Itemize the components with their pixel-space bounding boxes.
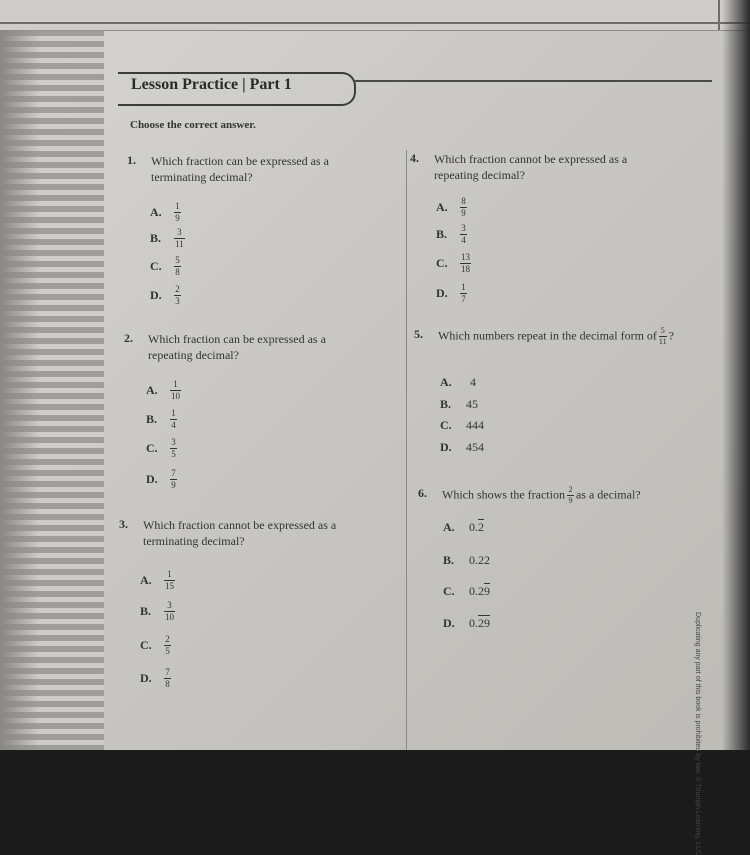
fraction xyxy=(460,197,467,218)
choice-letter: D. xyxy=(140,671,152,685)
choice-letter: B. xyxy=(436,227,448,241)
denominator: 8 xyxy=(175,267,180,277)
choice-letter: D. xyxy=(150,288,162,302)
q2-choice-b[interactable] xyxy=(146,409,177,430)
fraction xyxy=(659,327,667,346)
q5-choice-a[interactable] xyxy=(440,375,476,390)
denominator: 5 xyxy=(171,449,176,459)
decimal-prefix: 0. xyxy=(469,520,478,534)
question-text-part: as a decimal? xyxy=(575,487,641,502)
fraction xyxy=(174,256,181,277)
numerator: 3 xyxy=(177,227,182,237)
choice-letter: B. xyxy=(146,412,158,426)
numerator: 7 xyxy=(165,667,170,677)
numerator: 2 xyxy=(175,284,180,294)
question-number: 1. xyxy=(127,153,136,167)
choice-letter: B. xyxy=(443,553,455,567)
question-text xyxy=(442,486,722,505)
choice-letter: A. xyxy=(436,200,448,214)
denominator: 4 xyxy=(461,235,466,245)
question-number: 2. xyxy=(124,331,133,345)
numerator: 3 xyxy=(171,437,176,447)
q2-choice-a[interactable] xyxy=(146,380,181,401)
denominator: 10 xyxy=(165,612,174,622)
fraction xyxy=(174,202,181,223)
choice-value xyxy=(469,616,490,631)
question-number: 6. xyxy=(418,486,427,500)
choice-letter: D. xyxy=(440,440,452,454)
choice-value: 4 xyxy=(470,375,476,389)
fraction xyxy=(164,570,175,591)
choice-letter: B. xyxy=(150,231,162,245)
fraction xyxy=(460,253,471,274)
numerator: 7 xyxy=(171,468,176,478)
numerator: 1 xyxy=(167,569,172,579)
choice-letter: D. xyxy=(436,286,448,300)
numerator: 3 xyxy=(167,600,172,610)
question-text-part: ? xyxy=(668,328,674,343)
choice-value: 454 xyxy=(466,440,484,454)
q5-choice-c[interactable] xyxy=(440,418,484,433)
denominator: 4 xyxy=(171,420,176,430)
denominator: 11 xyxy=(658,337,667,346)
numerator: 1 xyxy=(171,408,176,418)
choice-letter: A. xyxy=(146,383,158,397)
denominator: 18 xyxy=(461,264,470,274)
question-text: Which fraction cannot be expressed as a terminating decimal? xyxy=(143,518,337,548)
question-number: 5. xyxy=(414,327,423,341)
question-text-part: Which shows the fraction xyxy=(442,487,565,502)
fraction xyxy=(567,486,574,505)
denominator: 5 xyxy=(165,646,170,656)
fraction xyxy=(164,635,171,656)
fraction xyxy=(174,228,185,249)
numerator: 5 xyxy=(660,326,665,335)
denominator: 9 xyxy=(171,480,176,490)
denominator: 11 xyxy=(175,239,184,249)
decimal-digits: 2 xyxy=(478,584,484,598)
fraction xyxy=(170,380,181,401)
denominator: 15 xyxy=(165,581,174,591)
fraction xyxy=(170,438,177,459)
instructions: Choose the correct answer. xyxy=(130,119,256,131)
repeating-digits: 29 xyxy=(478,616,490,630)
fraction xyxy=(164,668,171,689)
q3-choice-b[interactable] xyxy=(140,601,175,622)
question-text-part: Which numbers repeat in the decimal form of xyxy=(438,328,657,343)
choice-value xyxy=(469,553,490,568)
q1-choice-b[interactable] xyxy=(150,228,185,249)
denominator: 8 xyxy=(165,679,170,689)
q4-choice-a[interactable] xyxy=(436,197,467,218)
fraction xyxy=(174,285,181,306)
q6-choice-d[interactable] xyxy=(443,616,490,631)
q5-choice-d[interactable] xyxy=(440,440,484,455)
q2-choice-c[interactable] xyxy=(146,438,177,459)
denominator: 7 xyxy=(461,294,466,304)
question-number: 3. xyxy=(119,517,128,531)
lesson-title: Lesson Practice | Part 1 xyxy=(131,76,292,93)
q6-choice-c[interactable] xyxy=(443,584,490,599)
choice-letter: C. xyxy=(150,259,162,273)
q3-choice-c[interactable] xyxy=(140,635,171,656)
choice-letter: B. xyxy=(140,604,152,618)
right-shadow xyxy=(722,0,750,750)
q6-choice-a[interactable] xyxy=(443,520,484,535)
q6-choice-b[interactable] xyxy=(443,553,490,568)
choice-letter: A. xyxy=(443,520,455,534)
choice-value: 45 xyxy=(466,397,478,411)
question-text: Which fraction can be expressed as a repeating decimal? xyxy=(148,332,326,362)
choice-letter: D. xyxy=(146,472,158,486)
choice-value xyxy=(469,584,490,599)
question-number: 4. xyxy=(410,151,419,165)
copyright-notice: Duplicating any part of this book is prohibited by law. © Triumph Learning, LLC xyxy=(694,612,701,855)
numerator: 1 xyxy=(175,201,180,211)
choice-letter: C. xyxy=(440,418,452,432)
denominator: 10 xyxy=(171,391,180,401)
question-text: Which fraction can be expressed as a terminating decimal? xyxy=(151,154,329,184)
q1-choice-d[interactable] xyxy=(150,285,181,306)
numerator: 3 xyxy=(461,223,466,233)
choice-letter: C. xyxy=(140,638,152,652)
choice-letter: A. xyxy=(140,573,152,587)
denominator: 9 xyxy=(175,213,180,223)
denominator: 3 xyxy=(175,296,180,306)
previous-page-strip xyxy=(0,0,750,31)
decimal-prefix: 0. xyxy=(469,616,478,630)
q1-choice-a[interactable] xyxy=(150,202,181,223)
fraction xyxy=(170,469,177,490)
choice-letter: C. xyxy=(443,584,455,598)
numerator: 2 xyxy=(568,485,573,494)
q4-choice-c[interactable] xyxy=(436,253,471,274)
decimal-prefix: 0. xyxy=(469,584,478,598)
q4-choice-b[interactable] xyxy=(436,224,467,245)
question-text xyxy=(438,327,678,346)
denominator: 9 xyxy=(568,496,573,505)
choice-letter: D. xyxy=(443,616,455,630)
numerator: 5 xyxy=(175,255,180,265)
choice-letter: B. xyxy=(440,397,452,411)
choice-letter: A. xyxy=(150,205,162,219)
choice-value: 444 xyxy=(466,418,484,432)
choice-letter: A. xyxy=(440,375,452,389)
q5-choice-b[interactable] xyxy=(440,397,478,412)
denominator: 9 xyxy=(461,208,466,218)
page-edge-shadow xyxy=(0,30,40,750)
numerator: 1 xyxy=(461,282,466,292)
numerator: 1 xyxy=(173,379,178,389)
q2-choice-d[interactable] xyxy=(146,469,177,490)
numerator: 8 xyxy=(461,196,466,206)
choice-value xyxy=(469,520,484,535)
repeating-digits: 2 xyxy=(478,520,484,534)
decimal-prefix: 0.22 xyxy=(469,553,490,567)
choice-letter: C. xyxy=(436,256,448,270)
q4-choice-d[interactable] xyxy=(436,283,467,304)
fraction xyxy=(170,409,177,430)
fraction xyxy=(460,283,467,304)
header-rule xyxy=(354,80,712,82)
choice-letter: C. xyxy=(146,441,158,455)
q3-choice-a[interactable] xyxy=(140,570,175,591)
numerator: 13 xyxy=(461,252,470,262)
numerator: 2 xyxy=(165,634,170,644)
column-divider xyxy=(406,150,407,750)
q1-choice-c[interactable] xyxy=(150,256,181,277)
q3-choice-d[interactable] xyxy=(140,668,171,689)
repeating-digits: 9 xyxy=(484,584,490,598)
fraction xyxy=(164,601,175,622)
question-text: Which fraction cannot be expressed as a repeating decimal? xyxy=(434,152,628,182)
fraction xyxy=(460,224,467,245)
